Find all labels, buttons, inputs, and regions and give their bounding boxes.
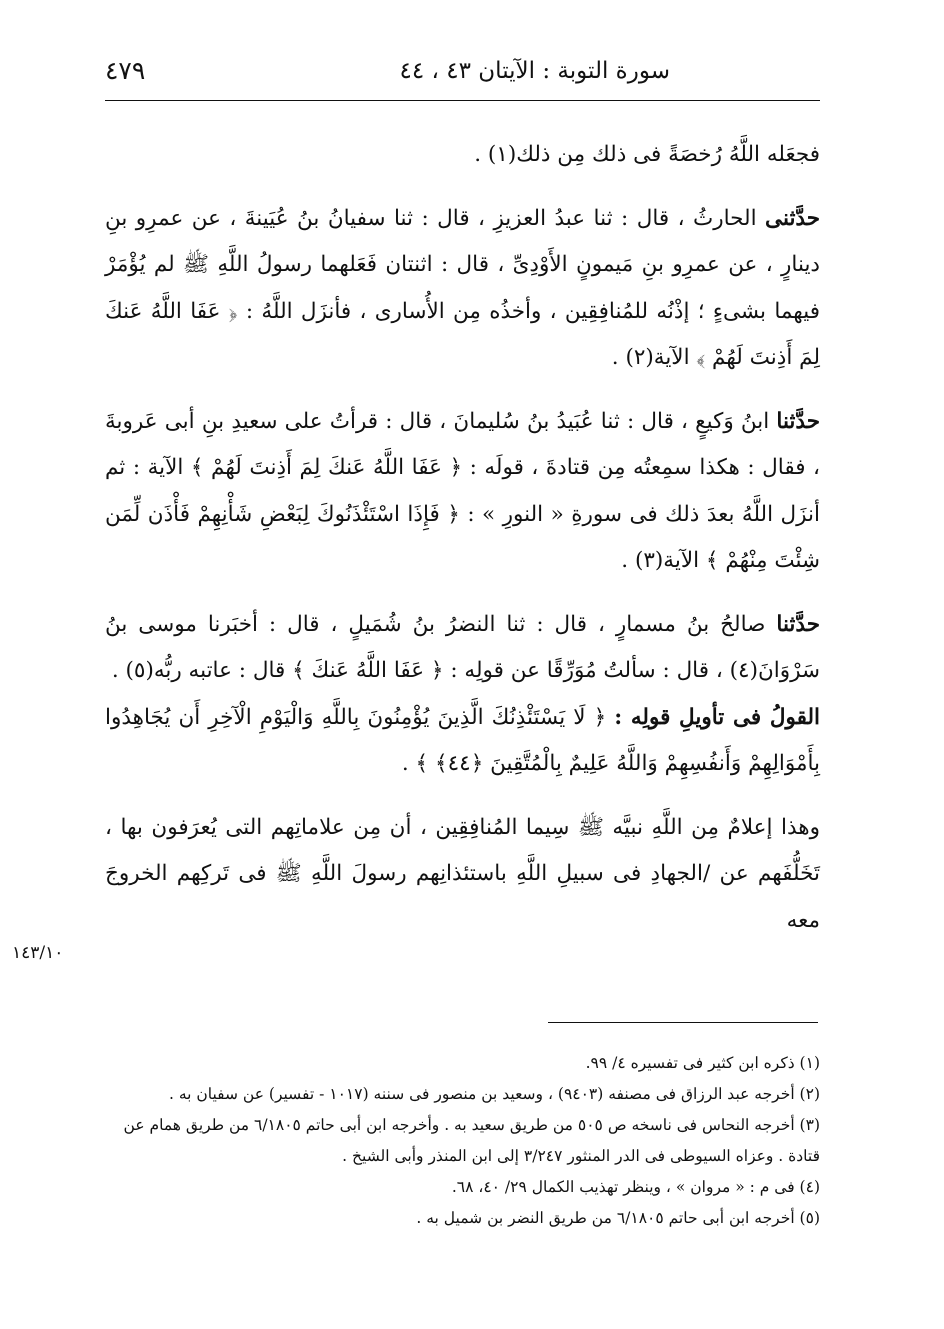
footnote: (٤) فى م : « مروان » ، وينظر تهذيب الكمال ٢٩/ ٤٠، ٦٨. [451, 1178, 820, 1196]
running-title: سورة التوبة : الآيتان ٤٣ ، ٤٤ [399, 58, 670, 84]
paragraph-lead: القولُ فى تأويلِ قولِه : [614, 704, 820, 730]
paragraph-text: الحارثُ ، قال : ثنا عبدُ العزيزِ ، قال : ثنا سفيانُ بنُ عُيَينةَ ، عن عمرِو بنِ دينارٍ ، عن عمرِو بنِ مَيمونٍ الأَوْدِىِّ ، قال : اثنتان فَعَلهما رسولُ اللَّهِ ﷺ لم يُؤْمَرْ فيهما بشىءٍ ؛ إذْنُه للمُنافِقِين ، وأخذُه مِن الأُسارى ، فأنزَل اللَّهُ : ﴿ عَفَا اللَّهُ عَنكَ لِمَ أَذِنتَ لَهُمْ ﴾ الآية(٢) . [105, 205, 820, 370]
footnote: (٢) أخرجه عبد الرزاق فى مصنفه (٩٤٠٣) ، وسعيد بن منصور فى سننه (١٠١٧ - تفسير) عن سفيان به . [168, 1085, 820, 1103]
paragraph [105, 196, 820, 382]
paragraph [105, 805, 820, 945]
paragraph-text: ابنُ وَكيعٍ ، قال : ثنا عُبَيدُ بنُ سُليمانَ ، قال : قرأتُ على سعيدِ بنِ أبى عَروبةَ ، فقال : هكذا سمِعتُه مِن قتادةَ ، قولَه : ﴿ عَفَا اللَّهُ عَنكَ لِمَ أَذِنتَ لَهُمْ ﴾ الآية : ثم أنزَل اللَّهُ بعدَ ذلك فى سورةِ « النورِ » : ﴿ فَإِذَا اسْتَئْذَنُوكَ لِبَعْضِ شَأْنِهِمْ فَأْذَن لِّمَن شِئْتَ مِنْهُمْ ﴾ الآية(٣) . [105, 408, 820, 573]
paragraph-text: وهذا إعلامٌ مِن اللَّهِ نبيَّه ﷺ سِيما المُنافِقِين ، أن مِن علاماتِهم التى يُعرَفون بها ، تَخَلُّفَهم عن /الجهادِ فى سبيلِ اللَّهِ باستئذانِهم رسولَ اللَّهِ ﷺ فى تَركِهم الخروجَ معه [105, 814, 820, 933]
paragraph-text: صالحُ بنُ مسمارٍ ، قال : ثنا النضرُ بنُ شُمَيلٍ ، قال : أخبَرنا موسى بنُ سَرْوَانَ(٤) ، قال : سألتُ مُوَرِّقًا عن قولِه : ﴿ عَفَا اللَّهُ عَنكَ ﴾ قال : عاتبه ربُّه(٥) . [105, 611, 820, 683]
header-rule [105, 100, 820, 101]
footnote: (١) ذكره ابن كثير فى تفسيره ٤/ ٩٩. [585, 1054, 820, 1072]
paragraph-text: فجعَله اللَّهُ رُخصَةً فى ذلك مِن ذلك(١) . [474, 142, 820, 167]
paragraph-lead: حدَّثنا [776, 611, 820, 637]
page-number: ٤٧٩ [105, 56, 146, 85]
footnote-rule [548, 1022, 818, 1023]
paragraph [105, 695, 820, 788]
paragraph-lead: حدَّثنا [776, 408, 820, 434]
paragraph [105, 132, 820, 179]
main-text [105, 132, 820, 944]
footnote: (٥) أخرجه ابن أبى حاتم ٦/١٨٠٥ من طريق النضر بن شميل به . [416, 1209, 820, 1227]
page-header [105, 56, 820, 100]
paragraph-text: ﴿ لَا يَسْتَئْذِنُكَ الَّذِينَ يُؤْمِنُونَ بِاللَّهِ وَالْيَوْمِ الْآخِرِ أَن يُجَاهِدُوا بِأَمْوَالِهِمْ وَأَنفُسِهِمْ وَاللَّهُ عَلِيمٌ بِالْمُتَّقِينَ ﴿٤٤﴾ ﴾ . [105, 704, 820, 776]
paragraph [105, 602, 820, 695]
footnote: (٣) أخرجه النحاس فى ناسخه ص ٥٠٥ من طريق سعيد به . وأخرجه ابن أبى حاتم ٦/١٨٠٥ من طريق همام عن قتادة . وعزاه السيوطى فى الدر المنثور ٣/٢٤٧ إلى ابن المنذر وأبى الشيخ . [123, 1116, 820, 1165]
margin-reference: ١٤٣/١٠ [12, 943, 64, 963]
paragraph-lead: حدَّثنى [765, 205, 820, 231]
footnotes [105, 1048, 820, 1234]
paragraph [105, 399, 820, 585]
